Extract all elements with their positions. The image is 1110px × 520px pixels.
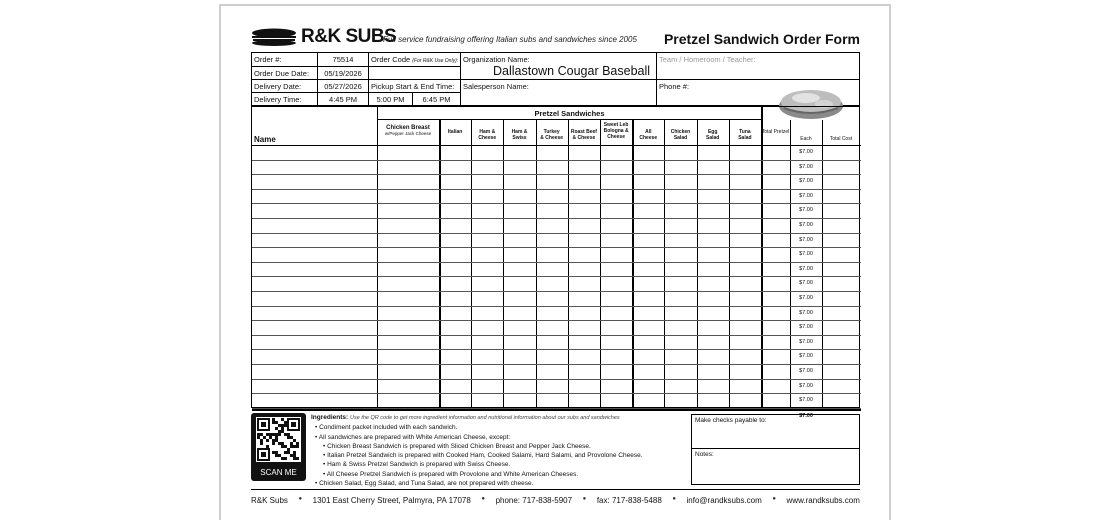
footer-address: 1301 East Cherry Street, Palmyra, PA 17078 bbox=[312, 496, 471, 505]
column-header-line2: w/Pepper Jack Cheese bbox=[384, 131, 432, 136]
row-each-price: $7.00 bbox=[799, 309, 813, 316]
phone-label[interactable]: Phone #: bbox=[657, 80, 860, 106]
header-separator bbox=[252, 145, 861, 146]
bullet-icon: ● bbox=[582, 496, 587, 502]
table-row[interactable] bbox=[252, 218, 861, 219]
column-divider bbox=[664, 120, 665, 409]
column-header-line2: Salad bbox=[738, 135, 752, 141]
notes-box[interactable] bbox=[691, 448, 860, 485]
column-header-line2: Cheese bbox=[639, 135, 658, 141]
order-code-label bbox=[369, 53, 461, 67]
order-number-label: Order #: bbox=[252, 53, 318, 67]
scan-me-label: SCAN ME bbox=[260, 468, 297, 477]
organization-label: Organization Name: bbox=[463, 55, 530, 64]
order-code-value[interactable] bbox=[369, 67, 461, 80]
column-divider bbox=[439, 120, 441, 409]
ingredients-section: Ingredients: Use the QR code to get more ingredient information and nutritional information about our subs and sandwiches • Condiment packet included with each sandwich. • All sandwiches are prepared with White American Cheese, except: • Chicken Breast Sandwich is prepared with Sliced Chicken Breast and Pepper Jack Cheese. • Italian Pretzel Sandwich is prepared with Cooked Ham, Cooked Salami, Hard Salami, and Provolone Cheese. • Ham & Swiss Pretzel Sandwich is prepared with Swiss Cheese. • All Cheese Pretzel Sandwich is prepared with Provolone and White American Cheeses. • Chicken Salad, Egg Salad, and Tuna Salad, are not prepared with cheese. bbox=[311, 414, 643, 488]
delivery-date-value[interactable]: 05/27/2026 bbox=[318, 80, 369, 93]
row-each-price: $7.00 bbox=[799, 149, 813, 155]
column-header-line1: Tuna bbox=[739, 129, 751, 135]
column-header-line1: Chicken Breast bbox=[386, 125, 430, 131]
sandwich-column-header bbox=[697, 129, 729, 141]
sandwich-column-header bbox=[503, 129, 535, 141]
footer-email[interactable]: info@randksubs.com bbox=[686, 496, 762, 505]
row-each-price: $7.00 bbox=[799, 192, 813, 199]
qr-code[interactable] bbox=[251, 413, 306, 481]
table-row[interactable] bbox=[252, 276, 861, 277]
table-row[interactable] bbox=[252, 335, 861, 336]
row-each-price: $7.00 bbox=[799, 280, 813, 287]
organization-name: Dallastown Cougar Baseball bbox=[493, 64, 651, 78]
table-row[interactable] bbox=[252, 189, 861, 190]
row-each-price: $7.00 bbox=[799, 295, 813, 301]
table-row[interactable] bbox=[252, 320, 861, 321]
table-row[interactable] bbox=[252, 291, 861, 292]
row-each-price: $7.00 bbox=[799, 382, 813, 389]
row-each-price: $7.00 bbox=[799, 338, 813, 345]
column-header-line1: Ham & bbox=[511, 129, 528, 135]
order-code-text: Order Code bbox=[371, 55, 411, 64]
column-header-line1: Roast Beef bbox=[570, 129, 597, 135]
total-each-price: $7.00 bbox=[799, 412, 813, 419]
table-row[interactable] bbox=[252, 379, 861, 380]
delivery-time-value[interactable]: 4:45 PM bbox=[318, 93, 369, 106]
row-each-price: $7.00 bbox=[799, 353, 813, 360]
row-each-price: $7.00 bbox=[799, 222, 813, 228]
column-header-line2: & Cheese bbox=[540, 135, 564, 141]
total-cost-header: Total Cost bbox=[829, 136, 853, 142]
column-header-line1: Chicken bbox=[670, 129, 691, 135]
ingredient-sub-item: All Cheese Pretzel Sandwich is prepared with Provolone and White American Cheeses. bbox=[326, 470, 579, 478]
sandwich-column-header bbox=[439, 129, 471, 135]
sandwich-column-header bbox=[600, 122, 632, 140]
bullet-icon: ● bbox=[772, 496, 776, 502]
column-divider bbox=[822, 120, 823, 409]
qr-pattern bbox=[256, 417, 301, 462]
column-header-line1: Ham & bbox=[479, 129, 496, 135]
sub-sandwich-icon bbox=[251, 28, 297, 46]
bullet-icon: ● bbox=[298, 496, 303, 502]
column-header-line1: Sweet Leb Bologna & bbox=[603, 122, 629, 134]
bullet-icon: ● bbox=[481, 496, 485, 502]
row-each-price: $7.00 bbox=[799, 207, 813, 214]
column-header-line2: Cheese bbox=[607, 134, 625, 140]
column-header-line1: All bbox=[645, 129, 652, 135]
logo-text: R&K SUBS bbox=[301, 26, 397, 47]
table-row[interactable] bbox=[252, 393, 861, 394]
each-header: Each bbox=[800, 136, 812, 142]
sandwich-column-header bbox=[632, 129, 664, 141]
ingredients-note: Use the QR code to get more ingredient information and nutritional information about our subs and sandwiches bbox=[350, 415, 620, 421]
sandwich-column-header bbox=[729, 129, 761, 141]
notes-label: Notes: bbox=[695, 451, 714, 458]
row-each-price: $7.00 bbox=[799, 397, 813, 404]
pretzel-sandwiches-header: Pretzel Sandwiches bbox=[377, 107, 762, 120]
column-divider bbox=[503, 120, 504, 409]
salesperson-label[interactable]: Salesperson Name: bbox=[461, 80, 657, 106]
column-divider bbox=[632, 120, 634, 409]
table-row[interactable] bbox=[252, 233, 861, 234]
table-row[interactable] bbox=[252, 364, 861, 365]
footer-fax: fax: 717-838-5488 bbox=[596, 496, 662, 505]
table-row[interactable] bbox=[252, 262, 861, 263]
column-divider bbox=[729, 120, 730, 409]
column-divider bbox=[697, 120, 698, 409]
footer bbox=[251, 489, 860, 505]
row-each-price: $7.00 bbox=[799, 178, 813, 185]
column-divider bbox=[568, 120, 569, 409]
column-header-line1: Turkey bbox=[543, 129, 560, 135]
ingredient-item: Chicken Salad, Egg Salad, and Tuna Salad, are not prepared with cheese. bbox=[319, 480, 534, 488]
column-header-line1: Egg bbox=[707, 129, 718, 135]
form-title: Pretzel Sandwich Order Form bbox=[663, 31, 860, 47]
order-code-note: (For R&K Use Only): bbox=[412, 58, 459, 64]
row-each-price: $7.00 bbox=[799, 236, 813, 243]
column-header-line2: Salad bbox=[706, 135, 720, 141]
delivery-date-label: Delivery Date: bbox=[252, 80, 318, 93]
pickup-end-value[interactable]: 6:45 PM bbox=[413, 93, 461, 106]
table-row[interactable] bbox=[252, 247, 861, 248]
ingredient-sub-item: Italian Pretzel Sandwich is prepared with Cooked Ham, Cooked Salami, Hard Salami, and Provolone Cheese. bbox=[327, 452, 643, 460]
row-each-price: $7.00 bbox=[799, 163, 813, 170]
footer-website[interactable]: www.randksubs.com bbox=[786, 496, 860, 505]
order-info-block bbox=[251, 52, 860, 106]
column-header-line1: Italian bbox=[447, 129, 463, 135]
column-divider bbox=[600, 120, 601, 409]
table-row[interactable] bbox=[252, 174, 861, 175]
delivery-time-label: Delivery Time: bbox=[252, 93, 318, 106]
order-number-value[interactable]: 75514 bbox=[318, 53, 369, 67]
ingredients-title: Ingredients: bbox=[311, 414, 349, 421]
rk-subs-logo bbox=[251, 26, 396, 48]
name-column-header: Name bbox=[254, 135, 276, 144]
footer-phone: phone: 717-838-5907 bbox=[495, 496, 573, 505]
table-row[interactable] bbox=[252, 349, 861, 350]
ingredient-item: All sandwiches are prepared with White American Cheese, except: bbox=[318, 433, 511, 441]
column-divider bbox=[471, 120, 472, 409]
checks-payable-box[interactable] bbox=[691, 414, 860, 449]
tagline: Full service fundraising offering Italian subs and sandwiches since 2005 bbox=[383, 35, 637, 44]
sandwich-column-header bbox=[536, 129, 568, 141]
column-divider bbox=[536, 120, 537, 409]
total-pretzel-header: Total Pretzel bbox=[761, 129, 790, 135]
column-header-line2: Swiss bbox=[512, 135, 527, 141]
ingredient-sub-item: Chicken Breast Sandwich is prepared with Sliced Chicken Breast and Pepper Jack Cheese. bbox=[327, 442, 591, 450]
sandwich-column-header bbox=[664, 129, 696, 141]
column-header-line2: & Cheese bbox=[572, 135, 596, 141]
ingredient-item: Condiment packet included with each sandwich. bbox=[319, 424, 458, 432]
table-row[interactable] bbox=[252, 160, 861, 161]
row-each-price: $7.00 bbox=[799, 251, 813, 258]
bullet-icon: ● bbox=[672, 496, 676, 502]
team-field[interactable]: Team / Homeroom / Teacher: bbox=[657, 53, 860, 80]
column-header-line2: Cheese bbox=[478, 135, 497, 141]
pickup-start-value[interactable]: 5:00 PM bbox=[369, 93, 413, 106]
table-row[interactable] bbox=[252, 306, 861, 307]
ingredient-sub-item: Ham & Swiss Pretzel Sandwich is prepared with Swiss Cheese. bbox=[327, 461, 511, 469]
footer-company: R&K Subs bbox=[251, 496, 288, 505]
table-row[interactable] bbox=[252, 203, 861, 204]
sandwich-column-header bbox=[377, 125, 439, 137]
organization-field[interactable] bbox=[461, 53, 657, 80]
row-each-price: $7.00 bbox=[799, 368, 813, 374]
sandwich-column-header bbox=[568, 129, 600, 141]
due-date-value[interactable]: 05/19/2026 bbox=[318, 67, 369, 80]
sandwich-column-header bbox=[471, 129, 503, 141]
due-date-label: Order Due Date: bbox=[252, 67, 318, 80]
row-each-price: $7.00 bbox=[799, 265, 813, 272]
checks-payable-label: Make checks payable to: bbox=[695, 417, 767, 424]
pickup-time-label: Pickup Start & End Time: bbox=[369, 80, 461, 93]
row-each-price: $7.00 bbox=[799, 324, 813, 331]
column-header-line2: Salad bbox=[673, 135, 688, 141]
total-row-separator bbox=[252, 409, 861, 411]
